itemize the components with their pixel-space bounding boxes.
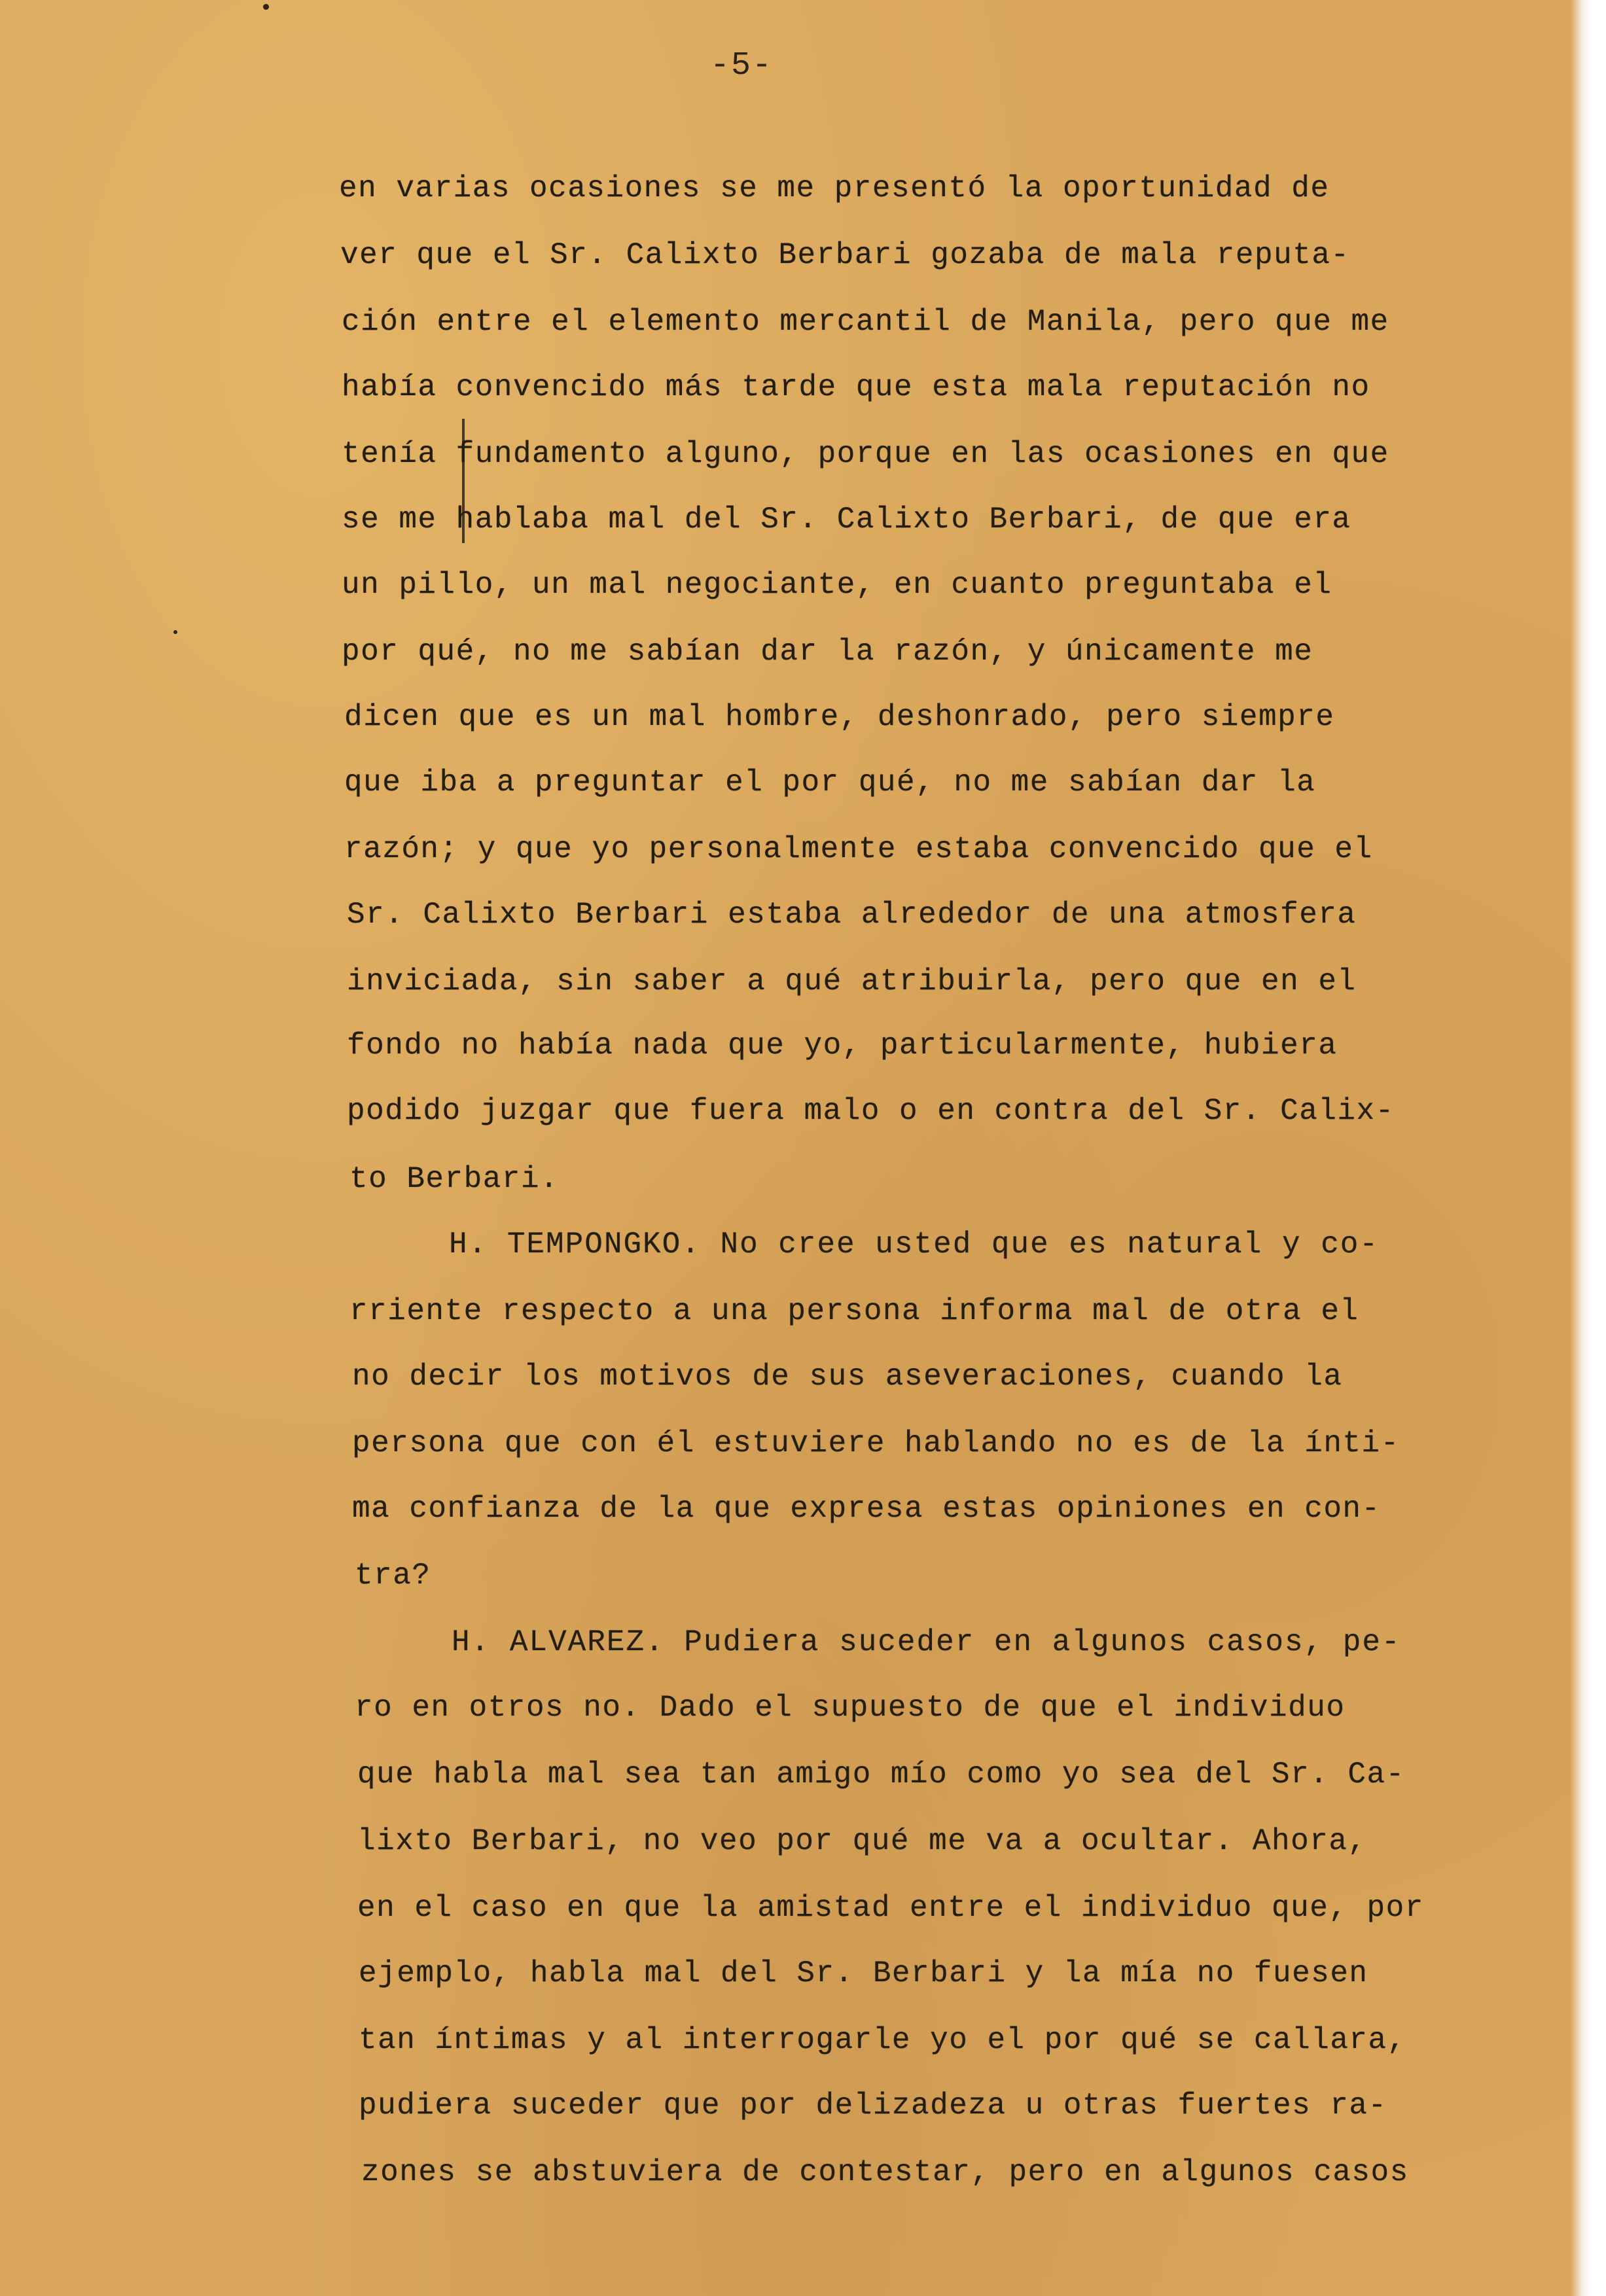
- text-line: ejemplo, habla mal del Sr. Berbari y la mía no fuesen: [359, 1956, 1368, 1990]
- ink-speck: [173, 630, 177, 634]
- speaker-paragraph: H. ALVAREZ. Pudiera suceder en algunos casos, pe-: [452, 1625, 1401, 1659]
- text-line: que iba a preguntar el por qué, no me sabían dar la: [344, 766, 1316, 800]
- text-line: zones se abstuviera de contestar, pero en algunos casos: [361, 2155, 1409, 2189]
- text-line: to Berbari.: [349, 1162, 560, 1196]
- text-line: en varias ocasiones se me presentó la oportunidad de: [339, 171, 1330, 205]
- text-line: por qué, no me sabían dar la razón, y únicamente me: [342, 635, 1313, 669]
- speaker-paragraph: H. TEMPONGKO. No cree usted que es natural y co-: [449, 1227, 1380, 1262]
- text-line: fondo no había nada que yo, particularmente, hubiera: [347, 1029, 1338, 1063]
- page-number: -5-: [710, 47, 774, 84]
- text-line: ro en otros no. Dado el supuesto de que el individuo: [355, 1691, 1346, 1725]
- text-line: en el caso en que la amistad entre el individuo que, por: [357, 1891, 1424, 1925]
- text-line: un pillo, un mal negociante, en cuanto preguntaba el: [342, 568, 1332, 602]
- text-line: tra?: [355, 1559, 431, 1593]
- page-edge: [1571, 0, 1590, 2296]
- ink-speck: [263, 4, 269, 10]
- text-line: había convencido más tarde que esta mala reputación no: [342, 370, 1370, 404]
- text-line: podido juzgar que fuera malo o en contra del Sr. Calix-: [347, 1094, 1395, 1128]
- text-line: que habla mal sea tan amigo mío como yo sea del Sr. Ca-: [357, 1757, 1405, 1792]
- text-line: rriente respecto a una persona informa mal de otra el: [349, 1294, 1359, 1328]
- text-line: razón; y que yo personalmente estaba convencido que el: [344, 832, 1373, 866]
- text-line: no decir los motivos de sus aseveraciones, cuando la: [352, 1360, 1343, 1394]
- text-line: Sr. Calixto Berbari estaba alrededor de una atmosfera: [347, 898, 1357, 932]
- text-line: pudiera suceder que por delizadeza u otras fuertes ra-: [359, 2089, 1387, 2123]
- text-line: persona que con él estuviere hablando no es de la ínti-: [352, 1426, 1400, 1460]
- text-line: se me hablaba mal del Sr. Calixto Berbari, de que era: [342, 503, 1351, 537]
- text-line: ver que el Sr. Calixto Berbari gozaba de mala reputa-: [340, 238, 1350, 272]
- text-line: tenía fundamento alguno, porque en las ocasiones en que: [342, 437, 1389, 471]
- text-line: tan íntimas y al interrogarle yo el por qué se callara,: [359, 2023, 1406, 2057]
- text-line: inviciada, sin saber a qué atribuirla, pero que en el: [347, 964, 1357, 998]
- text-line: dicen que es un mal hombre, deshonrado, pero siempre: [344, 700, 1335, 734]
- text-line: ma confianza de la que expresa estas opiniones en con-: [352, 1492, 1381, 1526]
- text-line: lixto Berbari, no veo por qué me va a ocultar. Ahora,: [357, 1824, 1367, 1858]
- text-line: ción entre el elemento mercantil de Manila, pero que me: [342, 305, 1389, 339]
